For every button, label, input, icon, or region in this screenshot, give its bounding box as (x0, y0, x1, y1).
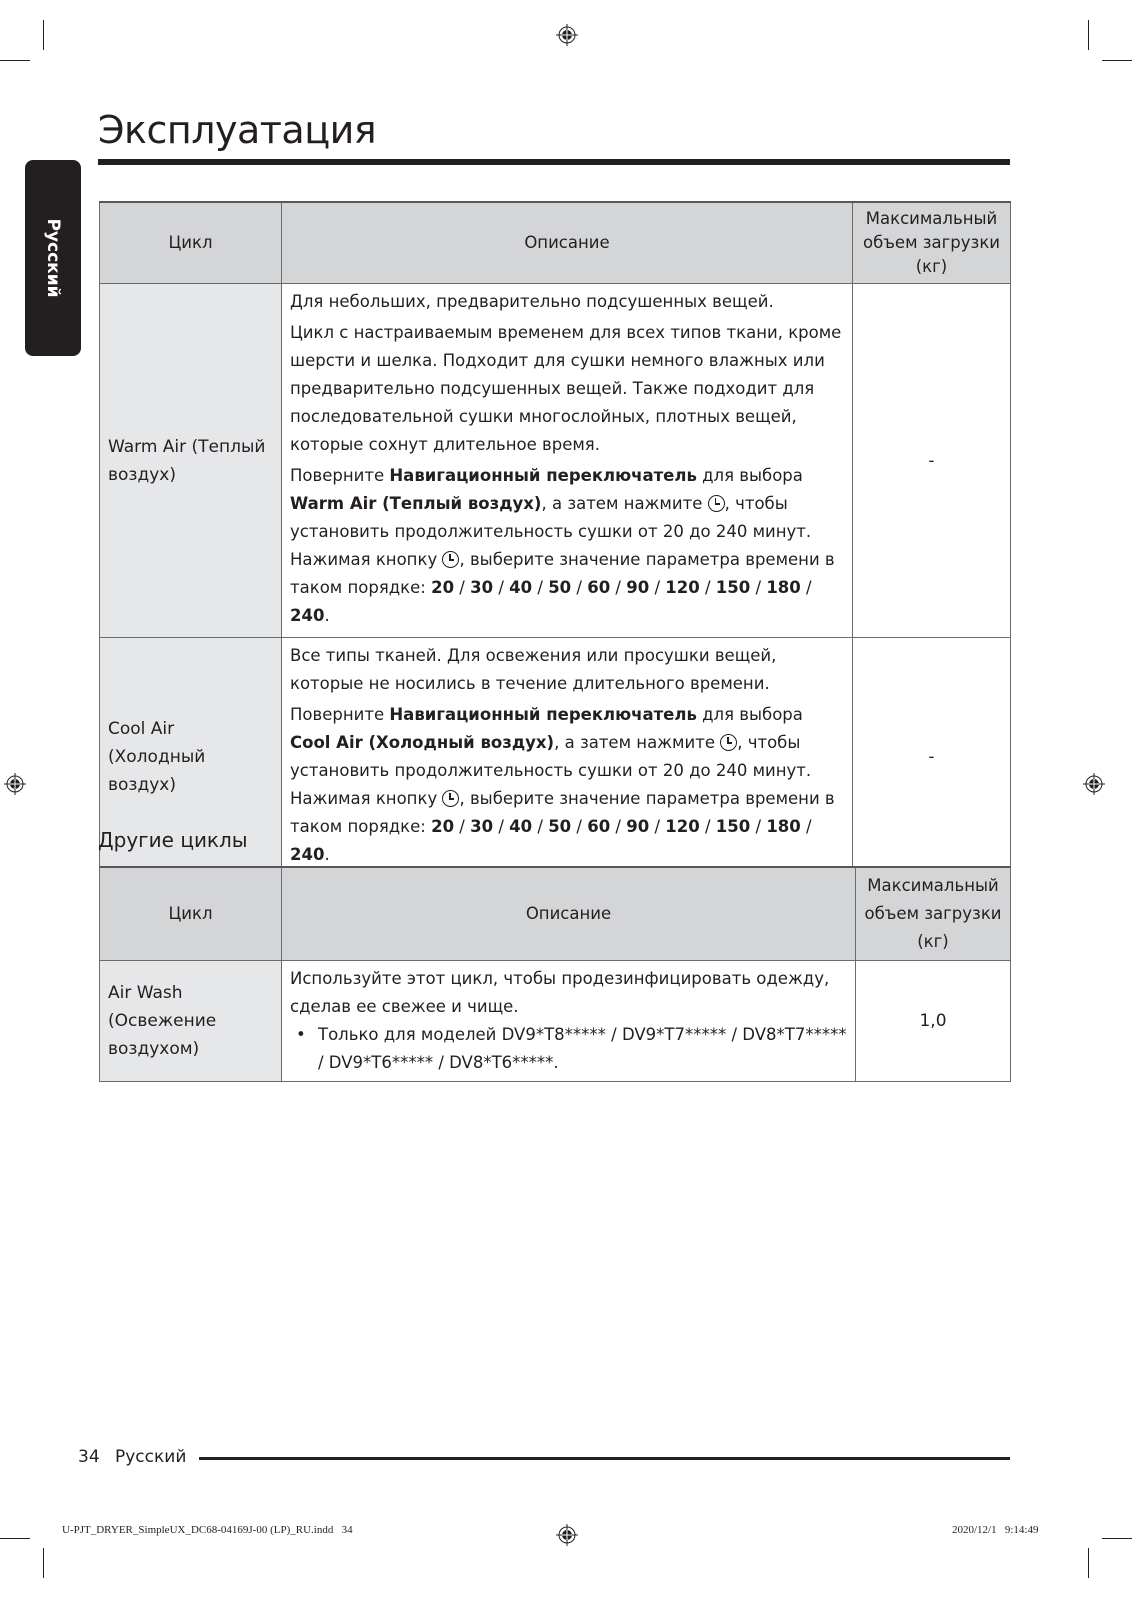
clock-icon (442, 551, 459, 568)
instr-text: , чтобы установить продолжительность сушки от 20 до 240 минут. Нажимая кнопку (290, 494, 812, 569)
footer-language: Русский (115, 1447, 187, 1467)
time-value: 30 (470, 817, 494, 836)
time-value: 120 (665, 817, 700, 836)
description-detail: Цикл с настраиваемым временем для всех типов ткани, кроме шерсти и шелка. Подходит для сушки немного влажных или предварительно подсушенных вещей. Также подходит для последовательной сушки многослойных, плотных вещей, которые сохнут длительное время. (290, 323, 842, 454)
registration-mark-icon (556, 24, 578, 46)
crop-mark (1102, 1538, 1132, 1539)
cycle-description (282, 961, 856, 1082)
crop-mark (43, 20, 44, 50)
time-value: 90 (626, 578, 650, 597)
header-max-load: Максимальный объем загрузки (кг) (853, 202, 1011, 284)
section-heading-other-cycles: Другие циклы (98, 828, 248, 852)
cycle-description (282, 284, 853, 638)
instr-text: , а затем нажмите (541, 494, 708, 513)
description-summary: Все типы тканей. Для освежения или просушки вещей, которые не носились в течение длительного времени. (290, 646, 777, 693)
page-number: 34 (78, 1447, 100, 1467)
time-value: 240 (290, 845, 325, 864)
clock-icon (708, 495, 725, 512)
instr-text: Поверните (290, 466, 390, 485)
registration-mark-icon (1083, 773, 1105, 795)
time-value: 150 (715, 817, 751, 836)
time-sequence: 20 / 30 / 40 / 50 / 60 / 90 / 120 / 150 / 180 / 240 (290, 578, 812, 625)
description-instructions: Поверните Навигационный переключатель для выбора Cool Air (Холодный воздух), а затем нажмите , чтобы установить продолжительность сушки от 20 до 240 минут. Нажимая кнопку , выберите значение параметра времени в таком порядке: 20 / 30 / 40 / 50 / 60 / 90 / 120 / 150 / 180 / 240. (290, 705, 835, 864)
print-slug-file: U-PJT_DRYER_SimpleUX_DC68-04169J-00 (LP)_RU.indd 34 (62, 1524, 353, 1536)
cycle-name: Warm Air (Теплый воздух) (100, 284, 282, 638)
time-value: 180 (766, 817, 801, 836)
footer-rule (199, 1457, 1010, 1460)
crop-mark (1088, 1548, 1089, 1578)
cycle-name: Air Wash (Освежение воздухом) (100, 961, 282, 1082)
page-title: Эксплуатация (98, 108, 377, 152)
registration-mark-icon (4, 773, 26, 795)
time-value: 150 (715, 578, 751, 597)
cycles-table (99, 201, 1011, 877)
instr-text: , а затем нажмите (554, 733, 721, 752)
time-value: 30 (470, 578, 494, 597)
language-side-tab-label: Русский (43, 218, 63, 298)
time-value: 120 (665, 578, 700, 597)
time-sequence: 20 / 30 / 40 / 50 / 60 / 90 / 120 / 150 / 180 / 240 (290, 817, 812, 864)
max-load-value: - (853, 638, 1011, 877)
clock-icon (442, 790, 459, 807)
nav-switch-label: Навигационный переключатель (389, 466, 697, 485)
instr-text: для выбора (696, 466, 803, 485)
instr-text: , чтобы установить продолжительность сушки от 20 до 240 минут. Нажимая кнопку (290, 733, 812, 808)
time-value: 40 (509, 817, 533, 836)
header-cycle: Цикл (100, 202, 282, 284)
instr-text: , выберите значение параметра времени в таком порядке: (290, 550, 835, 597)
header-description: Описание (282, 202, 853, 284)
time-value: 240 (290, 606, 325, 625)
nav-switch-label: Навигационный переключатель (389, 705, 697, 724)
clock-icon (720, 734, 737, 751)
crop-mark (43, 1548, 44, 1578)
instr-text: , выберите значение параметра времени в таком порядке: (290, 789, 835, 836)
description-summary: Для небольших, предварительно подсушенных вещей. (290, 292, 774, 311)
crop-mark (0, 1538, 30, 1539)
language-side-tab (25, 160, 81, 356)
cycle-description (282, 638, 853, 877)
table-header-row (100, 867, 1011, 961)
model-bullet: • Только для моделей DV9*T8***** / DV9*T7***** / DV8*T7***** / DV9*T6***** / DV8*T6*****. (318, 1021, 847, 1077)
cycle-name: Cool Air (Холодный воздух) (100, 638, 282, 877)
time-value: 50 (548, 578, 572, 597)
registration-mark-icon (556, 1524, 578, 1546)
header-description: Описание (282, 867, 856, 961)
table-row (100, 961, 1011, 1082)
header-cycle: Цикл (100, 867, 282, 961)
table-row (100, 284, 1011, 638)
header-max-load: Максимальный объем загрузки (кг) (856, 867, 1011, 961)
max-load-value: 1,0 (856, 961, 1011, 1082)
crop-mark (1102, 60, 1132, 61)
instr-text: Поверните (290, 705, 390, 724)
time-value: 50 (548, 817, 572, 836)
cycle-name-inline: Warm Air (Теплый воздух) (290, 494, 542, 513)
time-value: 20 (431, 578, 455, 597)
other-cycles-table (99, 866, 1011, 1082)
time-value: 40 (509, 578, 533, 597)
model-list (290, 1021, 847, 1077)
crop-mark (1088, 20, 1089, 50)
time-value: 60 (587, 578, 611, 597)
cycle-name-inline: Cool Air (Холодный воздух) (290, 733, 555, 752)
time-value: 180 (766, 578, 801, 597)
max-load-value: - (853, 284, 1011, 638)
table-header-row (100, 202, 1011, 284)
crop-mark (0, 60, 30, 61)
title-rule (98, 159, 1010, 165)
instr-text: для выбора (696, 705, 803, 724)
print-slug-timestamp: 2020/12/1 9:14:49 (952, 1524, 1039, 1536)
time-value: 90 (626, 817, 650, 836)
time-value: 20 (431, 817, 455, 836)
description-instructions: Поверните Навигационный переключатель для выбора Warm Air (Теплый воздух), а затем нажмите , чтобы установить продолжительность сушки от 20 до 240 минут. Нажимая кнопку , выберите значение параметра времени в таком порядке: 20 / 30 / 40 / 50 / 60 / 90 / 120 / 150 / 180 / 240. (290, 466, 835, 625)
description-summary: Используйте этот цикл, чтобы продезинфицировать одежду, сделав ее свежее и чище. (290, 969, 830, 1016)
time-value: 60 (587, 817, 611, 836)
